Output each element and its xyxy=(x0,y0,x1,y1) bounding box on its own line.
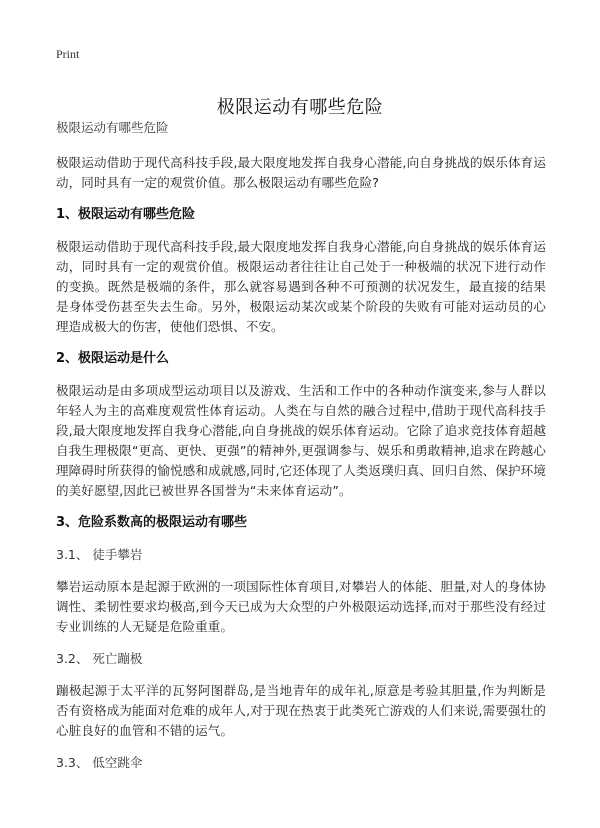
section-heading-1: 1、极限运动有哪些危险 xyxy=(56,207,196,222)
print-link[interactable]: Print xyxy=(56,47,80,61)
article-subtitle: 极限运动有哪些危险 xyxy=(56,120,169,135)
section-paragraph-1: 极限运动借助于现代高科技手段,最大限度地发挥自我身心潜能,向自身挑战的娱乐体育运动，同时具有一定的观赏价值。极限运动者往往让自己处于一种极端的状况下进行动作的变换。既然是极端的条件，那么就容易遇到各种不可预测的状况发生，最直接的结果是身体受伤甚至失去生命。另外，极限运动某次或某个阶段的失败有可能对运动员的心理造成极大的伤害，使他们恐惧、不安。 xyxy=(56,239,546,334)
section-paragraph-2: 极限运动是由多项成型运动项目以及游戏、生活和工作中的各种动作演变来,参与人群以年轻人为主的高难度观赏性体育运动。人类在与自然的融合过程中,借助于现代高科技手段,最大限度地发挥自我身心潜能,向自身挑战的娱乐体育运动。它除了追求竞技体育超越自我生理极限“更高、更快、更强”的精神外,更强调参与、娱乐和勇敢精神,追求在跨越心理障碍时所获得的愉悦感和成就感,同时,它还体现了人类返璞归真、回归自然、保护环境的美好愿望,因此已被世界各国誉为“未来体育运动”。 xyxy=(56,383,546,498)
intro-paragraph: 极限运动借助于现代高科技手段,最大限度地发挥自我身心潜能,向自身挑战的娱乐体育运动，同时具有一定的观赏价值。那么极限运动有哪些危险? xyxy=(56,155,546,190)
page-title: 极限运动有哪些危险 xyxy=(216,97,384,119)
section-heading-3: 3、危险系数高的极限运动有哪些 xyxy=(56,515,248,530)
subsection-heading-3-3: 3.3、 低空跳伞 xyxy=(56,755,143,770)
subsection-paragraph-3-1: 攀岩运动原本是起源于欧洲的一项国际性体育项目,对攀岩人的体能、胆量,对人的身体协调性、柔韧性要求均极高,到今天已成为大众型的户外极限运动选择,而对于那些没有经过专业训练的人无疑是危险重重。 xyxy=(56,579,546,634)
subsection-heading-3-2: 3.2、 死亡蹦极 xyxy=(56,651,143,666)
section-heading-2: 2、极限运动是什么 xyxy=(56,351,170,366)
subsection-paragraph-3-2: 蹦极起源于太平洋的瓦努阿图群岛,是当地青年的成年礼,原意是考验其胆量,作为判断是否有资格成为能面对危难的成年人,对于现在热衷于此类死亡游戏的人们来说,需要强壮的心脏良好的血管和不错的运气。 xyxy=(56,683,546,738)
subsection-heading-3-1: 3.1、 徒手攀岩 xyxy=(56,547,143,562)
article-body xyxy=(56,118,546,785)
